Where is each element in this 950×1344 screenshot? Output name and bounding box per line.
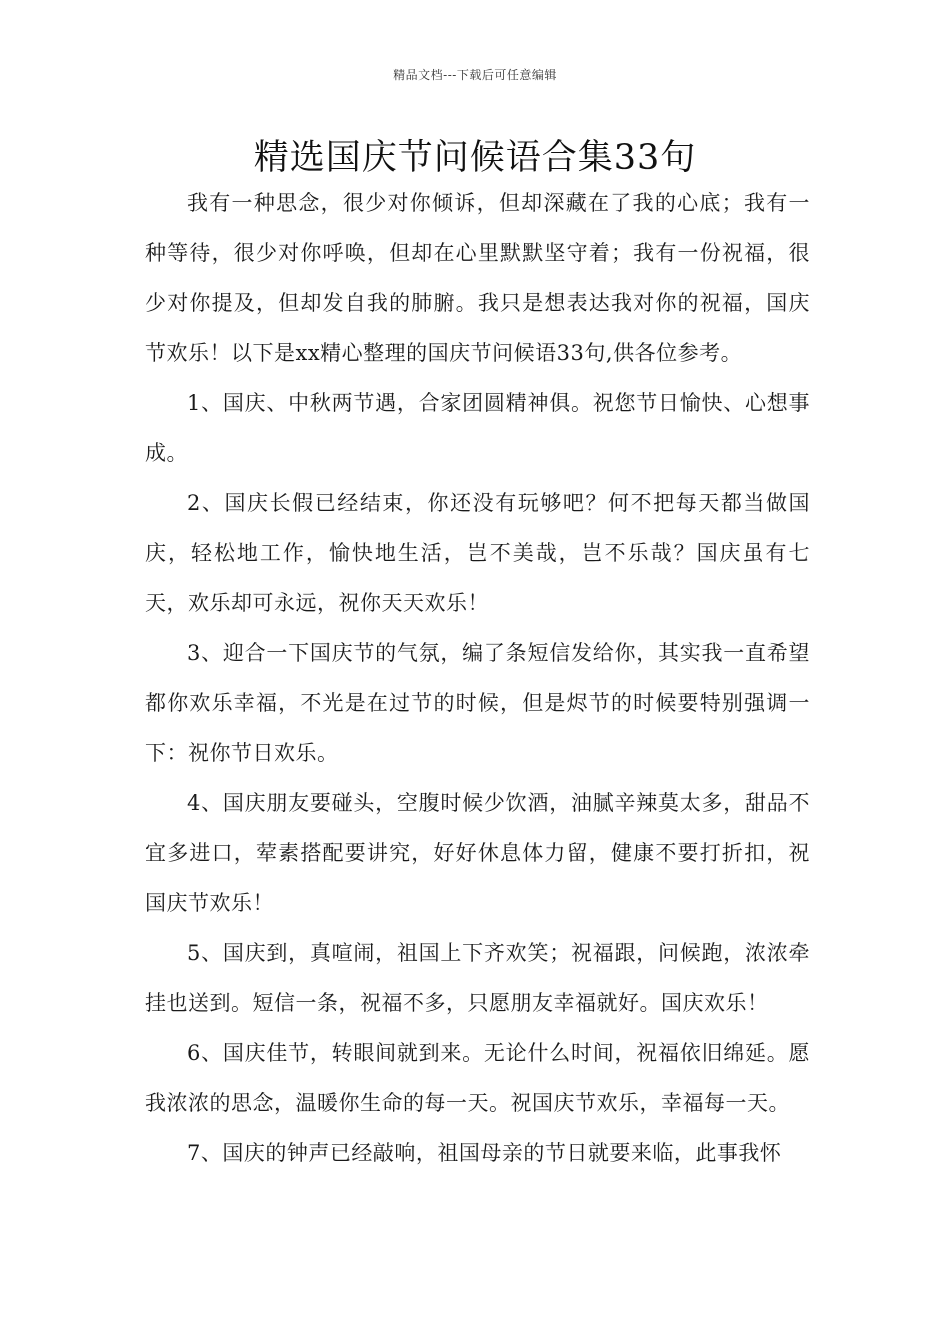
paragraph-item-2: 2、国庆长假已经结束，你还没有玩够吧？何不把每天都当做国庆，轻松地工作，愉快地生活，岂不美哉，岂不乐哉？国庆虽有七天，欢乐却可永远，祝你天天欢乐！ xyxy=(145,491,810,615)
paragraph-item-6: 6、国庆佳节，转眼间就到来。无论什么时间，祝福依旧绵延。愿我浓浓的思念，温暖你生命的每一天。祝国庆节欢乐，幸福每一天。 xyxy=(145,1041,810,1115)
paragraph-item-3: 3、迎合一下国庆节的气氛，编了条短信发给你，其实我一直希望都你欢乐幸福，不光是在过节的时候，但是烬节的时候要特别强调一下：祝你节日欢乐。 xyxy=(145,641,810,765)
document-title: 精选国庆节问候语合集33句 xyxy=(253,138,697,178)
paragraph-item-7: 7、国庆的钟声已经敲响，祖国母亲的节日就要来临，此事我怀 xyxy=(187,1141,782,1165)
document-body xyxy=(145,178,810,1178)
paragraph-item-5: 5、国庆到，真喧闹，祖国上下齐欢笑；祝福跟，问候跑，浓浓牵挂也送到。短信一条，祝福不多，只愿朋友幸福就好。国庆欢乐！ xyxy=(145,941,810,1015)
paragraph-item-1: 1、国庆、中秋两节遇，合家团圆精神俱。祝您节日愉快、心想事成。 xyxy=(145,391,810,465)
header-note: 精品文档---下载后可任意编辑 xyxy=(393,68,557,82)
paragraph-item-4: 4、国庆朋友要碰头，空腹时候少饮酒，油腻辛辣莫太多，甜品不宜多进口，荤素搭配要讲究，好好休息体力留，健康不要打折扣，祝国庆节欢乐！ xyxy=(145,791,810,915)
paragraph-intro: 我有一种思念，很少对你倾诉，但却深藏在了我的心底；我有一种等待，很少对你呼唤，但却在心里默默坚守着；我有一份祝福，很少对你提及，但却发自我的肺腑。我只是想表达我对你的祝福，国庆节欢乐！以下是xx精心整理的国庆节问候语33句,供各位参考。 xyxy=(145,191,810,365)
